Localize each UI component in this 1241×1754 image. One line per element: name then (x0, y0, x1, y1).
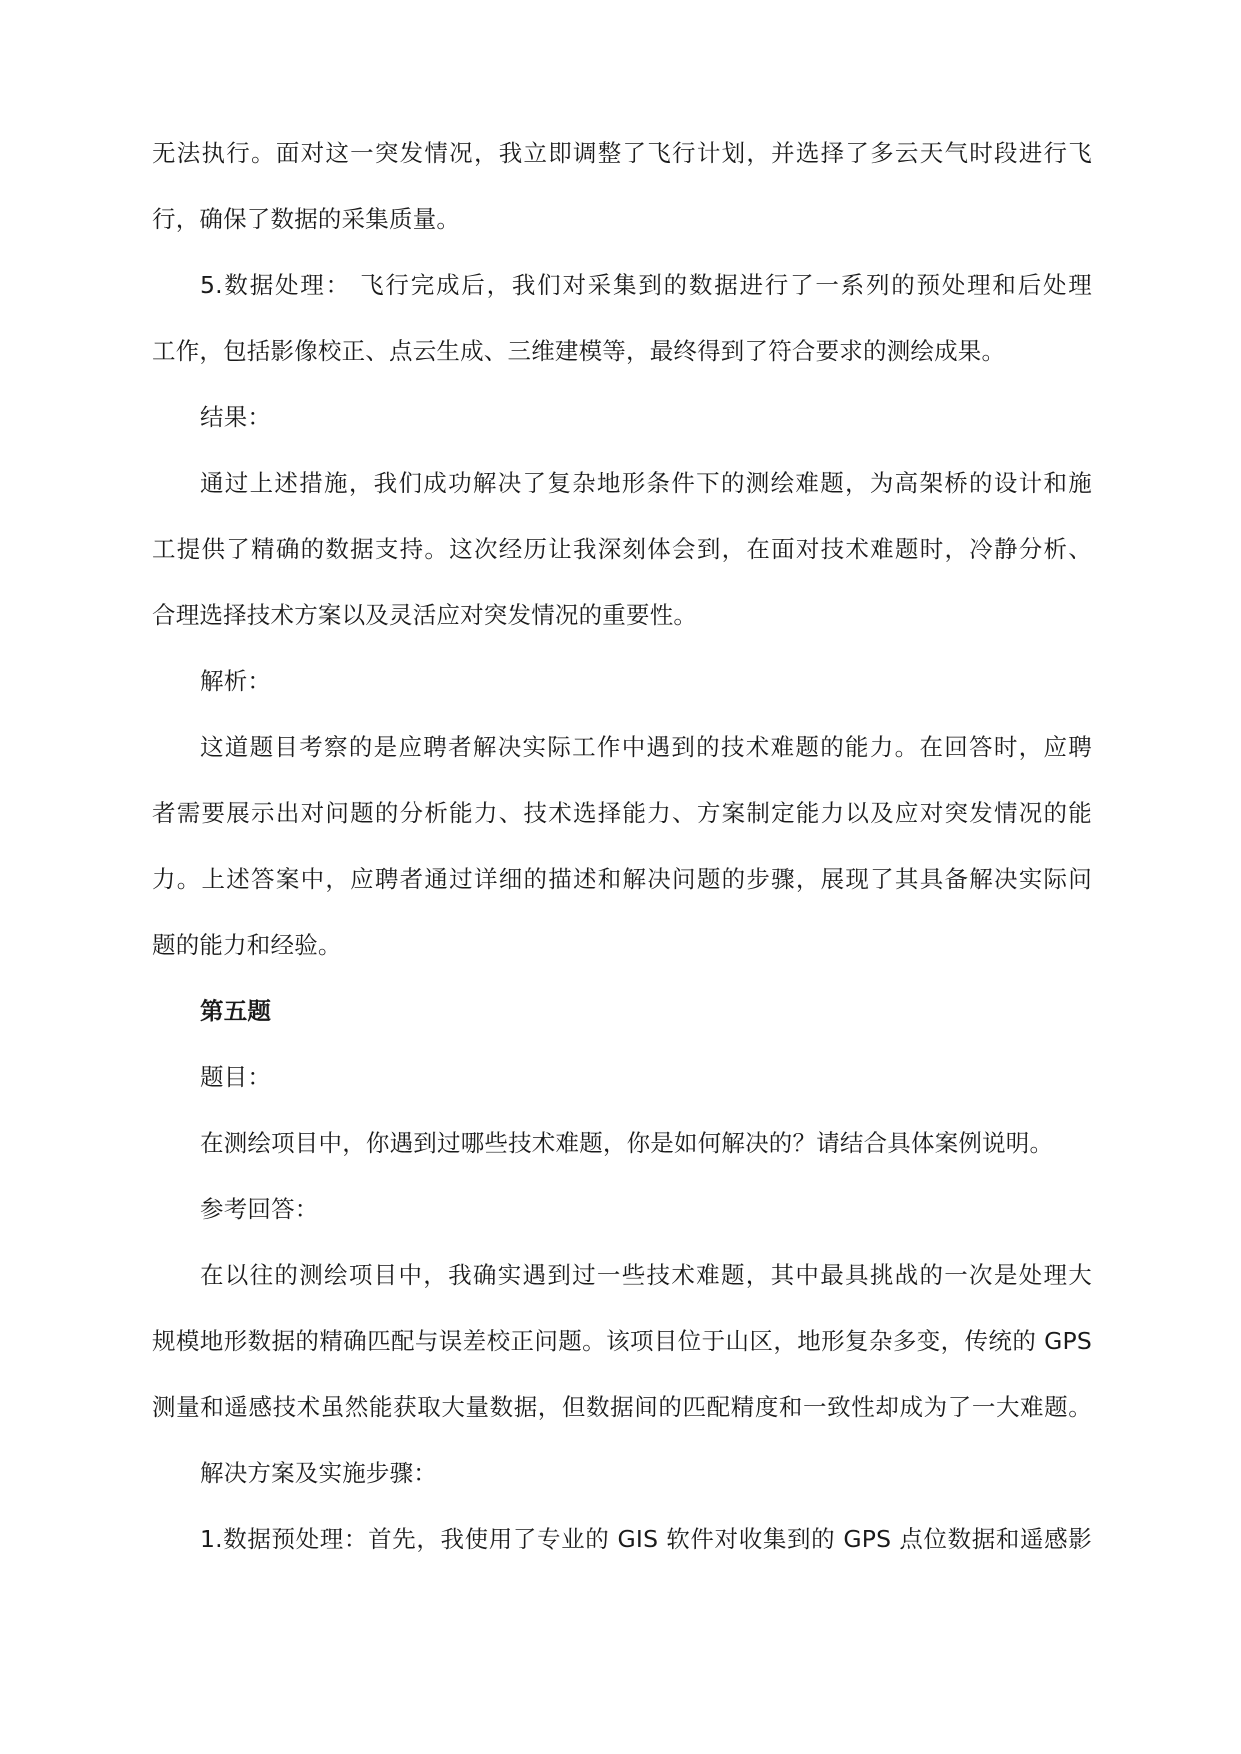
body-line: 无法执行。面对这一突发情况，我立即调整了飞行计划，并选择了多云天气时段进行飞 (152, 139, 1092, 167)
section-label: 解决方案及实施步骤： (200, 1459, 437, 1487)
body-line: 在测绘项目中，你遇到过哪些技术难题，你是如何解决的？请结合具体案例说明。 (200, 1129, 1054, 1157)
document-body (152, 120, 1092, 1572)
section-heading: 第五题 (200, 997, 272, 1025)
body-line: 在以往的测绘项目中，我确实遇到过一些技术难题，其中最具挑战的一次是处理大 (200, 1261, 1092, 1289)
body-line: 者需要展示出对问题的分析能力、技术选择能力、方案制定能力以及应对突发情况的能 (152, 799, 1092, 827)
body-line: 5.数据处理： 飞行完成后，我们对采集到的数据进行了一系列的预处理和后处理 (200, 271, 1092, 299)
body-line: 行，确保了数据的采集质量。 (152, 205, 461, 233)
body-line: 通过上述措施，我们成功解决了复杂地形条件下的测绘难题，为高架桥的设计和施 (200, 469, 1092, 497)
body-line: 力。上述答案中，应聘者通过详细的描述和解决问题的步骤，展现了其具备解决实际问 (152, 865, 1092, 893)
section-label: 参考回答： (200, 1195, 319, 1223)
body-line: 工提供了精确的数据支持。这次经历让我深刻体会到，在面对技术难题时，冷静分析、 (152, 535, 1092, 563)
body-line: 测量和遥感技术虽然能获取大量数据，但数据间的匹配精度和一致性却成为了一大难题。 (152, 1393, 1092, 1421)
body-line: 1.数据预处理：首先，我使用了专业的 GIS 软件对收集到的 GPS 点位数据和遥感影 (200, 1525, 1092, 1553)
section-label: 题目： (200, 1063, 272, 1091)
section-label: 解析： (200, 667, 272, 695)
body-line: 规模地形数据的精确匹配与误差校正问题。该项目位于山区，地形复杂多变，传统的 GPS (152, 1327, 1092, 1355)
body-line: 题的能力和经验。 (152, 931, 342, 959)
body-line: 工作，包括影像校正、点云生成、三维建模等，最终得到了符合要求的测绘成果。 (152, 337, 1006, 365)
section-label: 结果： (200, 403, 272, 431)
body-line: 这道题目考察的是应聘者解决实际工作中遇到的技术难题的能力。在回答时，应聘 (200, 733, 1092, 761)
body-line: 合理选择技术方案以及灵活应对突发情况的重要性。 (152, 601, 698, 629)
